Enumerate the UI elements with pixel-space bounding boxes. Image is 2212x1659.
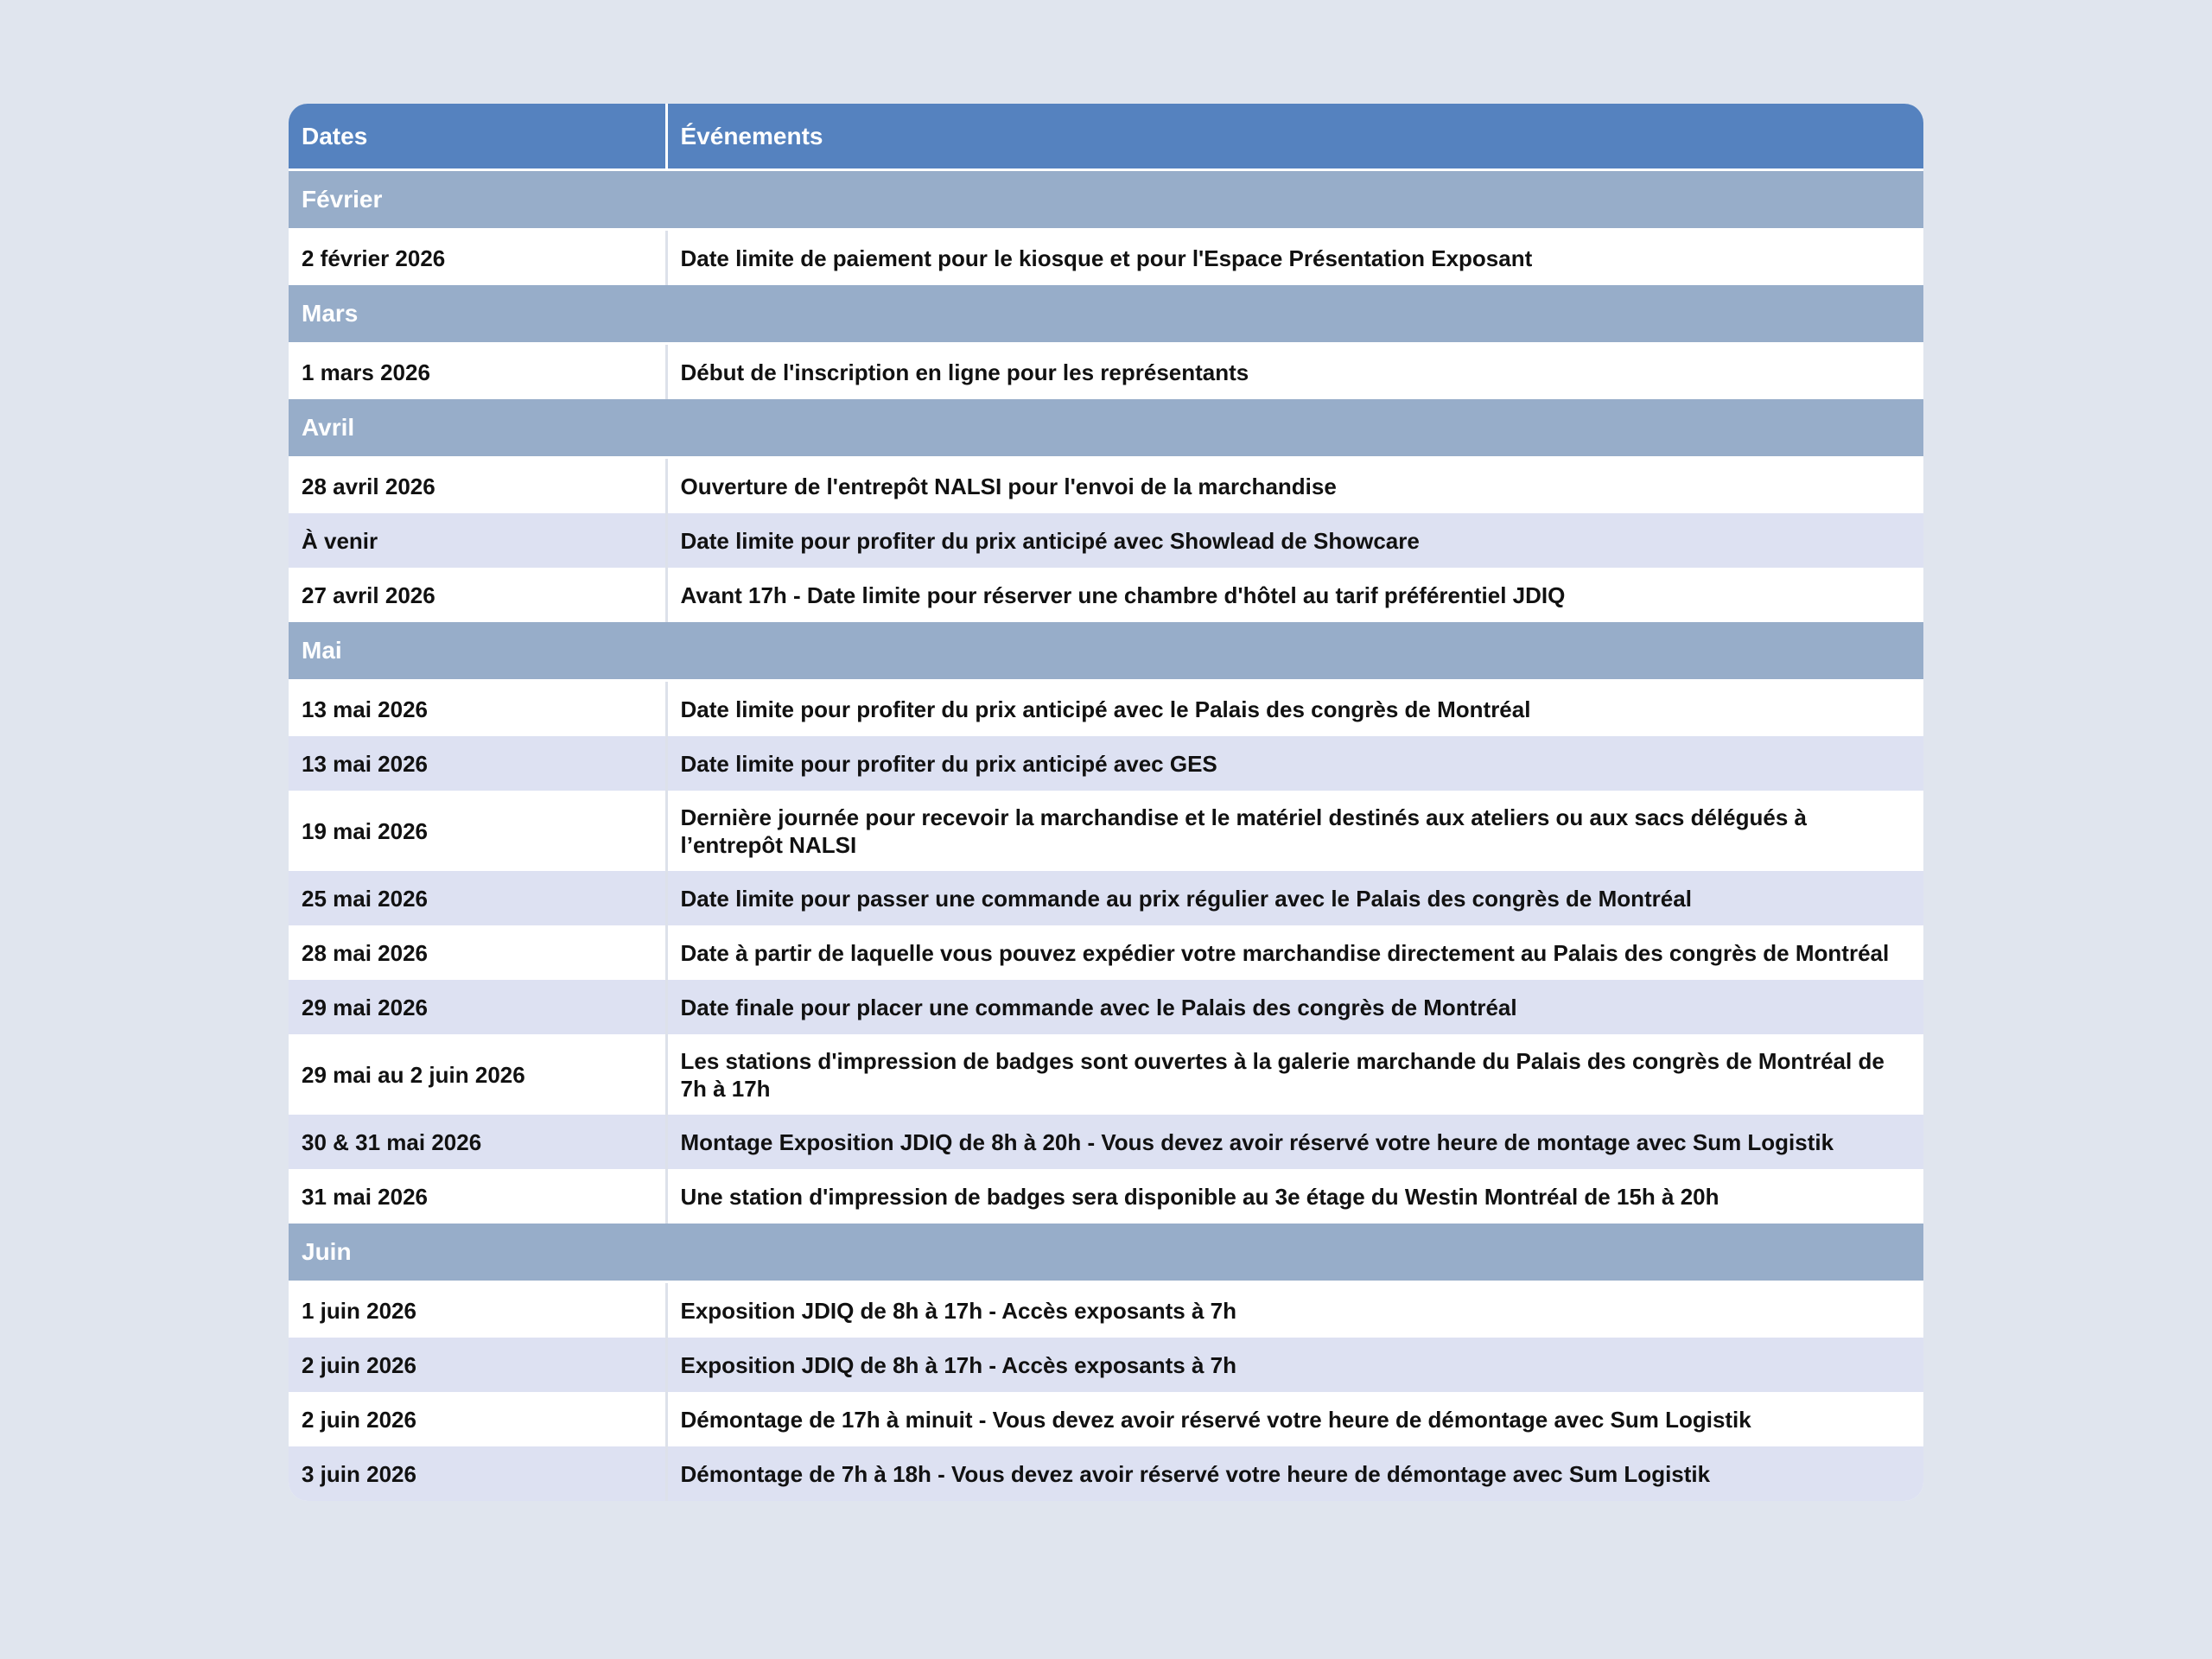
table-row bbox=[289, 344, 1923, 400]
table-row bbox=[289, 513, 1923, 568]
event-date: 28 avril 2026 bbox=[289, 458, 666, 514]
event-date: 2 juin 2026 bbox=[289, 1338, 666, 1392]
event-description: Une station d'impression de badges sera disponible au 3e étage du Westin Montréal de 15h à 20h bbox=[666, 1169, 1923, 1224]
table-row bbox=[289, 230, 1923, 286]
month-section-label: Mars bbox=[289, 285, 1923, 344]
event-date: 31 mai 2026 bbox=[289, 1169, 666, 1224]
event-description: Dernière journée pour recevoir la marchandise et le matériel destinés aux ateliers ou aux sacs délégués à l’entrepôt NALSI bbox=[666, 791, 1923, 871]
event-date: 30 & 31 mai 2026 bbox=[289, 1115, 666, 1169]
event-description: Démontage de 7h à 18h - Vous devez avoir réservé votre heure de démontage avec Sum Logistik bbox=[666, 1446, 1923, 1501]
month-section-label: Février bbox=[289, 170, 1923, 230]
events-table bbox=[289, 104, 1923, 1501]
month-section-row bbox=[289, 285, 1923, 344]
table-row bbox=[289, 925, 1923, 980]
event-date: 2 juin 2026 bbox=[289, 1392, 666, 1446]
table-row bbox=[289, 791, 1923, 871]
table-row bbox=[289, 1392, 1923, 1446]
month-section-row bbox=[289, 170, 1923, 230]
table-row bbox=[289, 1338, 1923, 1392]
event-date: 2 février 2026 bbox=[289, 230, 666, 286]
table-row bbox=[289, 1446, 1923, 1501]
event-date: À venir bbox=[289, 513, 666, 568]
event-date: 27 avril 2026 bbox=[289, 568, 666, 622]
event-description: Date limite de paiement pour le kiosque et pour l'Espace Présentation Exposant bbox=[666, 230, 1923, 286]
table-row bbox=[289, 1115, 1923, 1169]
header-dates: Dates bbox=[289, 104, 666, 170]
event-date: 13 mai 2026 bbox=[289, 736, 666, 791]
table-row bbox=[289, 568, 1923, 622]
event-date: 19 mai 2026 bbox=[289, 791, 666, 871]
event-date: 29 mai au 2 juin 2026 bbox=[289, 1034, 666, 1115]
event-description: Début de l'inscription en ligne pour les représentants bbox=[666, 344, 1923, 400]
event-description: Exposition JDIQ de 8h à 17h - Accès exposants à 7h bbox=[666, 1282, 1923, 1338]
month-section-label: Mai bbox=[289, 622, 1923, 681]
event-description: Avant 17h - Date limite pour réserver une chambre d'hôtel au tarif préférentiel JDIQ bbox=[666, 568, 1923, 622]
table-row bbox=[289, 736, 1923, 791]
event-description: Exposition JDIQ de 8h à 17h - Accès exposants à 7h bbox=[666, 1338, 1923, 1392]
event-description: Date limite pour profiter du prix anticipé avec Showlead de Showcare bbox=[666, 513, 1923, 568]
event-date: 29 mai 2026 bbox=[289, 980, 666, 1034]
table-row bbox=[289, 1034, 1923, 1115]
event-date: 1 juin 2026 bbox=[289, 1282, 666, 1338]
month-section-label: Juin bbox=[289, 1224, 1923, 1282]
event-date: 1 mars 2026 bbox=[289, 344, 666, 400]
event-description: Date limite pour profiter du prix anticipé avec GES bbox=[666, 736, 1923, 791]
schedule-table bbox=[289, 104, 1923, 1501]
header-events: Événements bbox=[666, 104, 1923, 170]
event-date: 28 mai 2026 bbox=[289, 925, 666, 980]
event-description: Ouverture de l'entrepôt NALSI pour l'envoi de la marchandise bbox=[666, 458, 1923, 514]
table-row bbox=[289, 871, 1923, 925]
table-row bbox=[289, 681, 1923, 737]
event-date: 25 mai 2026 bbox=[289, 871, 666, 925]
month-section-row bbox=[289, 622, 1923, 681]
event-description: Démontage de 17h à minuit - Vous devez avoir réservé votre heure de démontage avec Sum Logistik bbox=[666, 1392, 1923, 1446]
event-date: 13 mai 2026 bbox=[289, 681, 666, 737]
event-description: Montage Exposition JDIQ de 8h à 20h - Vous devez avoir réservé votre heure de montage avec Sum Logistik bbox=[666, 1115, 1923, 1169]
month-section-row bbox=[289, 1224, 1923, 1282]
month-section-row bbox=[289, 399, 1923, 458]
table-row bbox=[289, 980, 1923, 1034]
event-description: Date à partir de laquelle vous pouvez expédier votre marchandise directement au Palais des congrès de Montréal bbox=[666, 925, 1923, 980]
event-description: Les stations d'impression de badges sont ouvertes à la galerie marchande du Palais des congrès de Montréal de 7h à 17h bbox=[666, 1034, 1923, 1115]
table-header-row bbox=[289, 104, 1923, 170]
event-date: 3 juin 2026 bbox=[289, 1446, 666, 1501]
event-description: Date limite pour profiter du prix anticipé avec le Palais des congrès de Montréal bbox=[666, 681, 1923, 737]
table-row bbox=[289, 458, 1923, 514]
event-description: Date limite pour passer une commande au prix régulier avec le Palais des congrès de Montréal bbox=[666, 871, 1923, 925]
month-section-label: Avril bbox=[289, 399, 1923, 458]
table-row bbox=[289, 1169, 1923, 1224]
table-row bbox=[289, 1282, 1923, 1338]
event-description: Date finale pour placer une commande avec le Palais des congrès de Montréal bbox=[666, 980, 1923, 1034]
